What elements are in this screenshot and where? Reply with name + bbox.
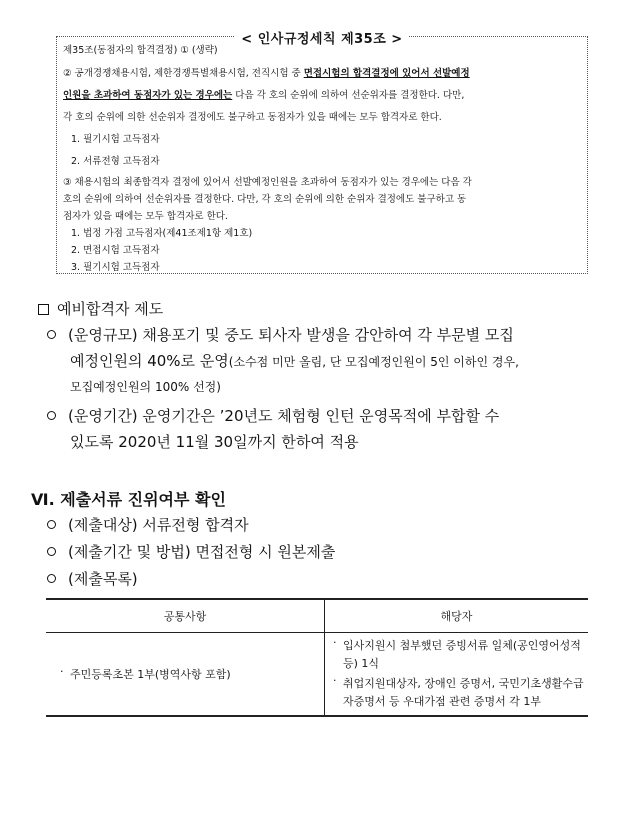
reg-line: 1. 법정 가점 고득점자(제41조제1항 제1호): [71, 228, 253, 239]
reg-line: 1. 필기시험 고득점자: [71, 134, 160, 145]
reserve-scale: (운영규모) 채용포기 및 중도 퇴사자 발생을 감안하여 각 부문별 모집: [47, 324, 514, 345]
reg-line: 3. 필기시험 고득점자: [71, 262, 160, 273]
list-item: · 입사지원시 첨부했던 증빙서류 일체(공인영어성적 등) 1식: [333, 637, 584, 673]
table-cell-applicable: [325, 633, 589, 717]
reg-line: 점자가 있을 때에는 모두 합격자로 한다.: [63, 211, 228, 222]
submit-target: (제출대상) 서류전형 합격자: [47, 514, 249, 535]
table-header-applicable: 해당자: [325, 599, 589, 633]
table-header-row: [46, 599, 588, 633]
table-header-common: 공통사항: [46, 599, 325, 633]
submit-method: (제출기간 및 방법) 면접전형 시 원본제출: [47, 541, 335, 562]
list-item: · 주민등록초본 1부(병역사항 포함): [60, 666, 323, 684]
reg-line: 각 호의 순위에 의한 선순위자 결정에도 불구하고 동점자가 있을 때에는 모두 합격자로 한다.: [63, 112, 442, 123]
reserve-scale-cont: 예정인원의 40%로 운영(소수점 미만 올림, 단 모집예정인원이 5인 이하인 경우,: [70, 352, 519, 370]
circle-bullet-icon: [47, 547, 56, 556]
submit-list: (제출목록): [47, 568, 138, 589]
regulation-box: [56, 32, 588, 274]
reg-line: 호의 순위에 의하여 선순위자를 결정한다. 다만, 각 호의 순위에 의한 순위자 결정에도 불구하고 동: [63, 194, 467, 205]
reserve-heading: 예비합격자 제도: [38, 298, 163, 319]
reserve-scale-cont: 모집예정인원의 100% 선정): [70, 380, 221, 394]
circle-bullet-icon: [47, 574, 56, 583]
reserve-period: (운영기간) 운영기간은 ’20년도 체험형 인턴 운영목적에 부합할 수: [47, 405, 499, 426]
circle-bullet-icon: [47, 520, 56, 529]
table-row: [46, 633, 588, 717]
square-bullet-icon: [38, 304, 49, 315]
regulation-title: < 인사규정세칙 제35조 >: [57, 28, 587, 47]
reg-line: ② 공개경쟁채용시험, 제한경쟁특별채용시험, 전직시험 중 면접시험의 합격결정에 있어서 선발예정: [63, 68, 470, 79]
reg-line: 2. 면접시험 고득점자: [71, 245, 160, 256]
section-heading: Ⅵ. 제출서류 진위여부 확인: [31, 490, 226, 509]
table-cell-common: [46, 633, 325, 717]
circle-bullet-icon: [47, 411, 56, 420]
reg-line: ③ 채용시험의 최종합격자 결정에 있어서 선발예정인원을 초과하여 동점자가 있는 경우에는 다음 각: [63, 177, 472, 188]
documents-table: [46, 598, 588, 717]
circle-bullet-icon: [47, 330, 56, 339]
list-item: · 취업지원대상자, 장애인 증명서, 국민기초생활수급자증명서 등 우대가점 관련 증명서 각 1부: [333, 675, 584, 711]
reg-line: 인원을 초과하여 동점자가 있는 경우에는 다음 각 호의 순위에 의하여 선순위자를 결정한다. 다만,: [63, 90, 465, 101]
reg-line: 2. 서류전형 고득점자: [71, 156, 160, 167]
reg-line: 제35조(동점자의 합격결정) ① (생략): [63, 45, 218, 56]
reserve-period-cont: 있도록 2020년 11월 30일까지 한하여 적용: [70, 433, 359, 451]
